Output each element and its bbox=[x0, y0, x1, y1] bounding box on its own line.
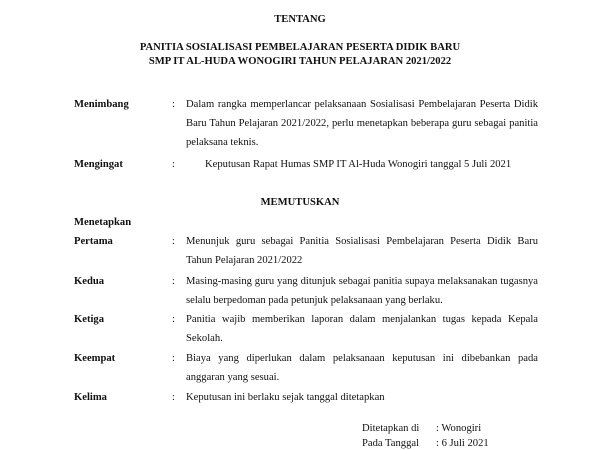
kelima-label: Kelima bbox=[74, 392, 107, 403]
ditetapkan-label: Ditetapkan di bbox=[362, 423, 420, 434]
pertama-text-line-2: Tahun Pelajaran 2021/2022 bbox=[186, 255, 303, 266]
ketiga-text-line-2: Sekolah. bbox=[186, 333, 223, 344]
menimbang-colon: : bbox=[172, 99, 175, 110]
menimbang-text-line-2: Baru Tahun Pelajaran 2021/2022, perlu menetapkan beberapa guru sebagai panitia bbox=[186, 118, 538, 129]
pertama-colon: : bbox=[172, 236, 175, 247]
kedua-colon: : bbox=[172, 276, 175, 287]
tentang-heading: TENTANG bbox=[274, 14, 326, 25]
kedua-text-line-1: Masing-masing guru yang ditunjuk sebagai panitia supaya melaksanakan tugasnya bbox=[186, 276, 538, 287]
mengingat-text: Keputusan Rapat Humas SMP IT Al-Huda Wonogiri tanggal 5 Juli 2021 bbox=[205, 159, 512, 170]
tanggal-value: : 6 Juli 2021 bbox=[436, 438, 489, 449]
pertama-label: Pertama bbox=[74, 236, 113, 247]
menimbang-text-line-1: Dalam rangka memperlancar pelaksanaan Sosialisasi Pembelajaran Peserta Didik bbox=[186, 99, 538, 110]
mengingat-colon: : bbox=[172, 159, 175, 170]
menimbang-text-line-3: pelaksana teknis. bbox=[186, 137, 259, 148]
kelima-text-line-1: Keputusan ini berlaku sejak tanggal ditetapkan bbox=[186, 392, 385, 403]
keempat-label: Keempat bbox=[74, 353, 116, 364]
kelima-colon: : bbox=[172, 392, 175, 403]
ketiga-text-line-1: Panitia wajib memberikan laporan dalam menjalankan tugas kepada Kepala bbox=[186, 314, 538, 325]
menetapkan-label: Menetapkan bbox=[74, 217, 132, 228]
keempat-text-line-2: anggaran yang sesuai. bbox=[186, 372, 280, 383]
kedua-text-line-2: selalu berpedoman pada petunjuk pelaksanaan yang berlaku. bbox=[186, 295, 443, 306]
pertama-text-line-1: Menunjuk guru sebagai Panitia Sosialisasi Pembelajaran Peserta Didik Baru bbox=[186, 236, 538, 247]
ketiga-label: Ketiga bbox=[74, 314, 105, 325]
kedua-label: Kedua bbox=[74, 276, 105, 287]
keempat-colon: : bbox=[172, 353, 175, 364]
ditetapkan-value: : Wonogiri bbox=[436, 423, 482, 434]
ketiga-colon: : bbox=[172, 314, 175, 325]
title-line-2: SMP IT AL-HUDA WONOGIRI TAHUN PELAJARAN 2021/2022 bbox=[148, 56, 452, 67]
keempat-text-line-1: Biaya yang diperlukan dalam pelaksanaan keputusan ini dibebankan pada bbox=[186, 353, 538, 364]
tanggal-label: Pada Tanggal bbox=[362, 438, 420, 449]
memutuskan-heading: MEMUTUSKAN bbox=[260, 197, 340, 208]
mengingat-label: Mengingat bbox=[74, 159, 123, 170]
title-line-1: PANITIA SOSIALISASI PEMBELAJARAN PESERTA DIDIK BARU bbox=[139, 42, 461, 53]
menimbang-label: Menimbang bbox=[74, 99, 129, 110]
